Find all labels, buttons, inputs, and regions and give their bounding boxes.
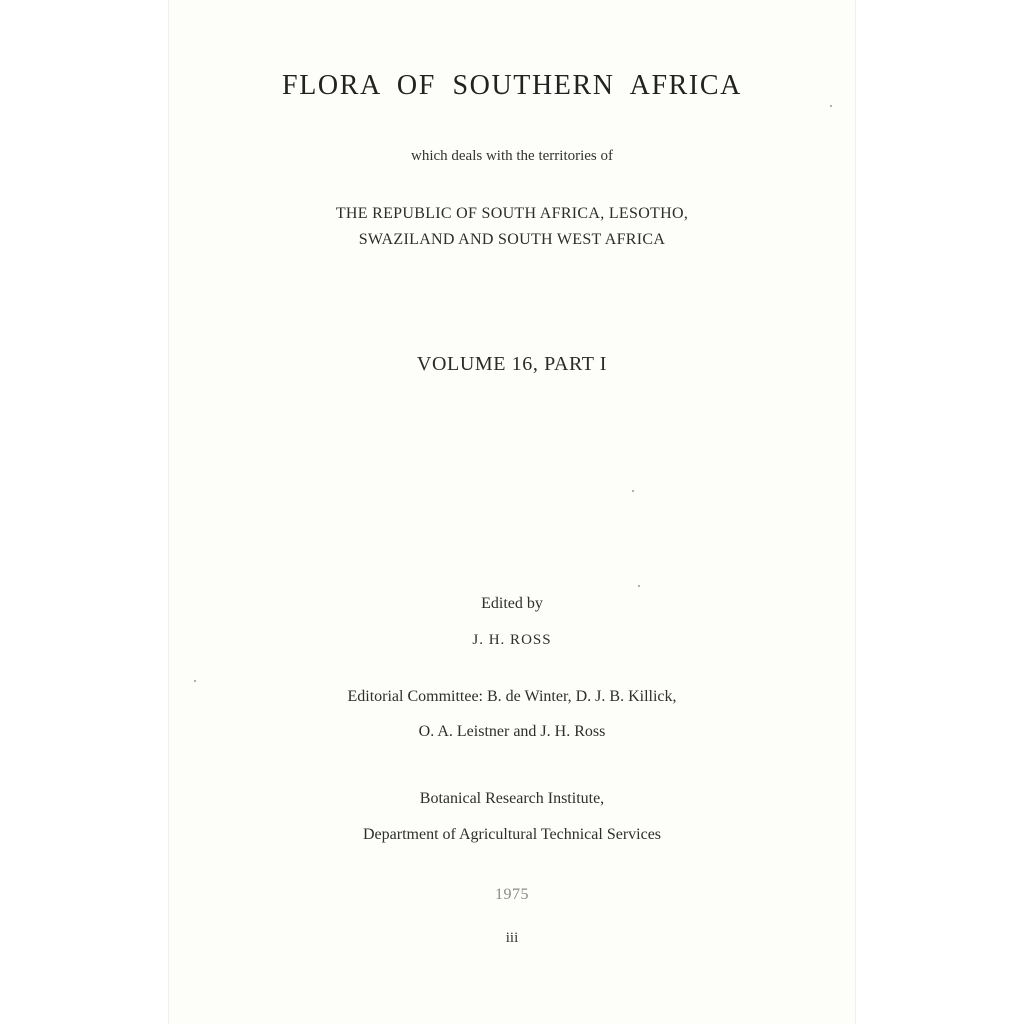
- editorial-committee-line-2: O. A. Leistner and J. H. Ross: [418, 723, 606, 740]
- institution-line-2: Department of Agricultural Technical Services: [362, 826, 662, 843]
- editor-name: J. H. ROSS: [472, 632, 552, 648]
- edited-by-label: Edited by: [481, 595, 543, 612]
- title-page: [168, 0, 856, 1024]
- territories-intro: which deals with the territories of: [410, 148, 614, 164]
- editorial-committee-line-1: Editorial Committee: B. de Winter, D. J. B. Killick,: [347, 688, 677, 705]
- institution-line-1: Botanical Research Institute,: [419, 790, 605, 807]
- territories-line-1: THE REPUBLIC OF SOUTH AFRICA, LESOTHO,: [335, 205, 689, 222]
- book-title: FLORA OF SOUTHERN AFRICA: [282, 70, 742, 101]
- page-number: iii: [505, 930, 519, 946]
- publication-year: 1975: [495, 886, 529, 903]
- territories-line-2: SWAZILAND AND SOUTH WEST AFRICA: [358, 231, 666, 248]
- paper-speck: [830, 105, 832, 107]
- paper-speck: [632, 490, 634, 492]
- volume-label: VOLUME 16, PART I: [416, 353, 608, 375]
- paper-speck: [638, 585, 640, 587]
- paper-speck: [194, 680, 196, 682]
